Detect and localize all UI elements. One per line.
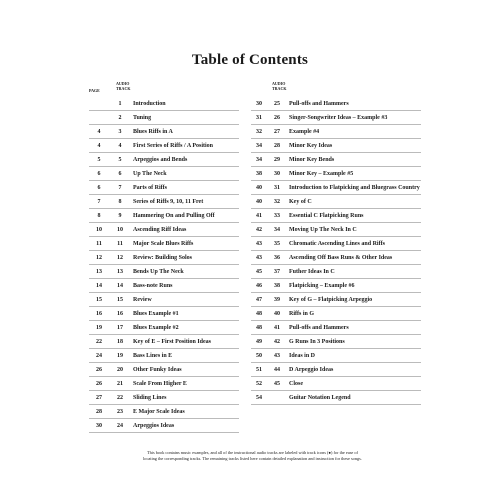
entry-page-number: 48 bbox=[256, 311, 262, 317]
entry-track-number: 11 bbox=[117, 241, 123, 247]
header-audio: AUDIO bbox=[272, 81, 286, 86]
entry-track-number: 9 bbox=[118, 213, 122, 219]
toc-entry[interactable] bbox=[251, 335, 421, 349]
entry-page-number: 8 bbox=[97, 213, 101, 219]
entry-title: Close bbox=[289, 381, 303, 387]
entry-page-number: 52 bbox=[256, 381, 262, 387]
entry-page-number: 27 bbox=[96, 395, 102, 401]
entry-page-number: 11 bbox=[96, 241, 102, 247]
entry-track-number: 35 bbox=[274, 241, 280, 247]
entry-page-number: 48 bbox=[256, 325, 262, 331]
entry-title: Essential C Flatpicking Runs bbox=[289, 213, 364, 219]
entry-page-number: 6 bbox=[97, 171, 101, 177]
entry-title: Arpeggios Ideas bbox=[133, 423, 175, 429]
toc-entry[interactable] bbox=[251, 391, 421, 405]
entry-track-number: 15 bbox=[117, 297, 123, 303]
entry-track-number: 4 bbox=[118, 143, 122, 149]
entry-track-number: 20 bbox=[117, 367, 123, 373]
entry-track-number: 42 bbox=[274, 339, 280, 345]
entry-title: Ideas in D bbox=[289, 353, 316, 359]
entry-track-number: 21 bbox=[117, 381, 123, 387]
entry-title: Parts of Riffs bbox=[133, 185, 167, 191]
entry-track-number: 34 bbox=[274, 227, 280, 233]
toc-entry[interactable] bbox=[251, 195, 421, 209]
entry-track-number: 44 bbox=[274, 367, 280, 373]
entry-page-number: 34 bbox=[256, 157, 262, 163]
entry-page-number: 49 bbox=[256, 339, 262, 345]
toc-entry[interactable] bbox=[89, 293, 239, 307]
entry-track-number: 40 bbox=[274, 311, 280, 317]
entry-track-number: 5 bbox=[118, 157, 122, 163]
entry-track-number: 36 bbox=[274, 255, 280, 261]
toc-entry[interactable] bbox=[251, 321, 421, 335]
toc-entry[interactable] bbox=[251, 223, 421, 237]
entry-track-number: 37 bbox=[274, 269, 280, 275]
entry-title: Review bbox=[133, 297, 152, 303]
entry-title: E Major Scale Ideas bbox=[133, 409, 185, 415]
entry-page-number: 22 bbox=[96, 339, 102, 345]
entry-track-number: 13 bbox=[117, 269, 123, 275]
toc-entry[interactable] bbox=[89, 363, 239, 377]
entry-track-number: 32 bbox=[274, 199, 280, 205]
entry-page-number: 14 bbox=[96, 283, 102, 289]
entry-track-number: 18 bbox=[117, 339, 123, 345]
entry-track-number: 30 bbox=[274, 171, 280, 177]
entry-track-number: 7 bbox=[118, 185, 122, 191]
entry-title: Minor Key Bends bbox=[289, 157, 335, 163]
entry-track-number: 22 bbox=[117, 395, 123, 401]
entry-title: Key of G – Flatpicking Arpeggio bbox=[289, 297, 373, 303]
entry-page-number: 40 bbox=[256, 199, 262, 205]
entry-track-number: 14 bbox=[117, 283, 123, 289]
entry-page-number: 30 bbox=[96, 423, 102, 429]
entry-track-number: 23 bbox=[117, 409, 123, 415]
entry-title: Introduction to Flatpicking and Bluegrass Country bbox=[289, 185, 420, 191]
entry-track-number: 28 bbox=[274, 143, 280, 149]
toc-entry[interactable] bbox=[89, 153, 239, 167]
entry-title: Series of Riffs 9, 10, 11 Fret bbox=[133, 199, 204, 205]
entry-page-number: 38 bbox=[256, 171, 262, 177]
entry-title: Bends Up The Neck bbox=[133, 269, 184, 275]
entry-page-number: 42 bbox=[256, 227, 262, 233]
entry-title: Bass-note Runs bbox=[133, 283, 173, 289]
entry-track-number: 43 bbox=[274, 353, 280, 359]
toc-list bbox=[89, 97, 239, 433]
toc-entry[interactable] bbox=[89, 279, 239, 293]
entry-track-number: 1 bbox=[118, 101, 122, 107]
entry-track-number: 45 bbox=[274, 381, 280, 387]
entry-title: Major Scale Blues Riffs bbox=[133, 241, 194, 247]
toc-entry[interactable] bbox=[89, 181, 239, 195]
entry-title: Sliding Lines bbox=[133, 395, 167, 401]
entry-track-number: 17 bbox=[117, 325, 123, 331]
entry-page-number: 54 bbox=[256, 395, 262, 401]
entry-page-number: 43 bbox=[256, 241, 262, 247]
entry-title: Blues Example #2 bbox=[133, 325, 179, 331]
header-track: TRACK bbox=[116, 86, 131, 91]
entry-page-number: 16 bbox=[96, 311, 102, 317]
entry-title: Minor Key – Example #5 bbox=[289, 171, 354, 177]
entry-title: Introduction bbox=[133, 101, 166, 107]
toc-entry[interactable] bbox=[251, 209, 421, 223]
entry-title: Minor Key Ideas bbox=[289, 143, 333, 149]
entry-title: Key of E – First Position Ideas bbox=[133, 339, 211, 345]
entry-page-number: 40 bbox=[256, 185, 262, 191]
entry-track-number: 29 bbox=[274, 157, 280, 163]
toc-entry[interactable] bbox=[89, 307, 239, 321]
entry-track-number: 6 bbox=[118, 171, 122, 177]
entry-track-number: 41 bbox=[274, 325, 280, 331]
entry-page-number: 30 bbox=[256, 101, 262, 107]
entry-page-number: 13 bbox=[96, 269, 102, 275]
toc-column-right bbox=[251, 80, 421, 405]
entry-page-number: 26 bbox=[96, 381, 102, 387]
toc-entry[interactable] bbox=[89, 237, 239, 251]
entry-page-number: 46 bbox=[256, 283, 262, 289]
toc-entry[interactable] bbox=[89, 209, 239, 223]
entry-page-number: 4 bbox=[97, 129, 101, 135]
entry-track-number: 16 bbox=[117, 311, 123, 317]
header-track: TRACK bbox=[272, 86, 287, 91]
toc-entry[interactable] bbox=[251, 167, 421, 181]
entry-track-number: 27 bbox=[274, 129, 280, 135]
toc-entry[interactable] bbox=[89, 419, 239, 433]
entry-track-number: 19 bbox=[117, 353, 123, 359]
entry-title: Review: Building Solos bbox=[133, 255, 193, 261]
entry-track-number: 33 bbox=[274, 213, 280, 219]
toc-column-left bbox=[89, 80, 239, 433]
entry-title: Guitar Notation Legend bbox=[289, 395, 351, 401]
toc-entry[interactable] bbox=[89, 111, 239, 125]
toc-entry[interactable] bbox=[89, 405, 239, 419]
toc-entry[interactable] bbox=[89, 251, 239, 265]
entry-page-number: 7 bbox=[97, 199, 101, 205]
entry-track-number: 39 bbox=[274, 297, 280, 303]
entry-page-number: 6 bbox=[97, 185, 101, 191]
toc-entry[interactable] bbox=[251, 265, 421, 279]
entry-title: Chromatic Ascending Lines and Riffs bbox=[289, 241, 385, 247]
toc-entry[interactable] bbox=[89, 377, 239, 391]
column-header bbox=[89, 80, 239, 97]
entry-page-number: 10 bbox=[96, 227, 102, 233]
entry-page-number: 19 bbox=[96, 325, 102, 331]
toc-entry[interactable] bbox=[89, 125, 239, 139]
entry-title: Hammering On and Pulling Off bbox=[133, 213, 215, 219]
entry-title: Ascending Riff Ideas bbox=[133, 227, 187, 233]
entry-page-number: 15 bbox=[96, 297, 102, 303]
entry-page-number: 34 bbox=[256, 143, 262, 149]
toc-entry[interactable] bbox=[89, 195, 239, 209]
footer-line: This book contains music examples, and all of the instructional audio tracks are labeled with track icons (●) for the ease of bbox=[147, 450, 358, 455]
entry-title: D Arpeggio Ideas bbox=[289, 367, 334, 373]
toc-entry[interactable] bbox=[251, 125, 421, 139]
toc-entry[interactable] bbox=[89, 139, 239, 153]
entry-page-number: 28 bbox=[96, 409, 102, 415]
entry-title: Pull-offs and Hammers bbox=[289, 101, 349, 107]
entry-title: Up The Neck bbox=[133, 171, 167, 177]
entry-page-number: 51 bbox=[256, 367, 262, 373]
entry-track-number: 8 bbox=[118, 199, 122, 205]
entry-track-number: 38 bbox=[274, 283, 280, 289]
page-title: Table of Contents bbox=[191, 52, 309, 68]
entry-title: Flatpicking – Example #6 bbox=[289, 283, 355, 289]
toc-entry[interactable] bbox=[251, 181, 421, 195]
entry-title: Moving Up The Neck In C bbox=[289, 227, 357, 233]
entry-track-number: 24 bbox=[117, 423, 123, 429]
entry-track-number: 12 bbox=[117, 255, 123, 261]
entry-page-number: 50 bbox=[256, 353, 262, 359]
entry-track-number: 10 bbox=[117, 227, 123, 233]
entry-page-number: 26 bbox=[96, 367, 102, 373]
entry-page-number: 5 bbox=[97, 157, 101, 163]
toc-entry[interactable] bbox=[89, 391, 239, 405]
toc-entry[interactable] bbox=[251, 363, 421, 377]
toc-entry[interactable] bbox=[251, 111, 421, 125]
footer-line: locating the corresponding tracks. The remaining tracks listed here contain detailed explanation and instruction for these songs. bbox=[143, 456, 362, 461]
entry-title: Key of C bbox=[289, 199, 312, 205]
toc-entry[interactable] bbox=[89, 349, 239, 363]
header-audio: AUDIO bbox=[116, 81, 130, 86]
toc-entry[interactable] bbox=[251, 139, 421, 153]
toc-entry[interactable] bbox=[251, 349, 421, 363]
entry-page-number: 45 bbox=[256, 269, 262, 275]
entry-title: Riffs in G bbox=[289, 311, 315, 317]
entry-title: Arpeggios and Bends bbox=[133, 157, 188, 163]
entry-title: Bass Lines in E bbox=[133, 353, 173, 359]
entry-title: Blues Riffs in A bbox=[133, 129, 173, 135]
toc-entry[interactable] bbox=[251, 237, 421, 251]
entry-track-number: 25 bbox=[274, 101, 280, 107]
toc-entry[interactable] bbox=[89, 97, 239, 111]
entry-page-number: 4 bbox=[97, 143, 101, 149]
entry-page-number: 47 bbox=[256, 297, 262, 303]
entry-title: Blues Example #1 bbox=[133, 311, 179, 317]
entry-page-number: 32 bbox=[256, 129, 262, 135]
toc-entry[interactable] bbox=[89, 167, 239, 181]
entry-title: Futher Ideas In C bbox=[289, 269, 335, 275]
toc-list bbox=[251, 97, 421, 405]
entry-title: G Runs In 3 Positions bbox=[289, 339, 345, 345]
column-header bbox=[251, 80, 421, 97]
entry-title: Singer-Songwriter Ideas – Example #3 bbox=[289, 115, 388, 121]
toc-entry[interactable] bbox=[89, 223, 239, 237]
entry-title: Pull-offs and Hammers bbox=[289, 325, 349, 331]
entry-title: Tuning bbox=[133, 115, 152, 121]
entry-track-number: 3 bbox=[118, 129, 122, 135]
entry-track-number: 31 bbox=[274, 185, 280, 191]
footer-note bbox=[70, 450, 435, 462]
toc-entry[interactable] bbox=[251, 251, 421, 265]
toc-entry[interactable] bbox=[89, 335, 239, 349]
entry-title: Scale From Higher E bbox=[133, 381, 187, 387]
entry-page-number: 24 bbox=[96, 353, 102, 359]
toc-entry[interactable] bbox=[89, 265, 239, 279]
entry-title: Other Funky Ideas bbox=[133, 367, 182, 373]
toc-entry[interactable] bbox=[251, 293, 421, 307]
entry-title: Example #4 bbox=[289, 129, 320, 135]
entry-page-number: 41 bbox=[256, 213, 262, 219]
toc-entry[interactable] bbox=[251, 153, 421, 167]
toc-entry[interactable] bbox=[251, 97, 421, 111]
toc-entry[interactable] bbox=[251, 279, 421, 293]
entry-title: Ascending Off Bass Runs & Other Ideas bbox=[289, 255, 393, 261]
entry-page-number: 12 bbox=[96, 255, 102, 261]
toc-entry[interactable] bbox=[89, 321, 239, 335]
entry-page-number: 31 bbox=[256, 115, 262, 121]
toc-entry[interactable] bbox=[251, 377, 421, 391]
entry-title: First Series of Riffs / A Position bbox=[133, 143, 213, 149]
entry-track-number: 2 bbox=[118, 115, 122, 121]
entry-page-number: 43 bbox=[256, 255, 262, 261]
entry-track-number: 26 bbox=[274, 115, 280, 121]
header-page: PAGE bbox=[89, 88, 100, 94]
toc-entry[interactable] bbox=[251, 307, 421, 321]
